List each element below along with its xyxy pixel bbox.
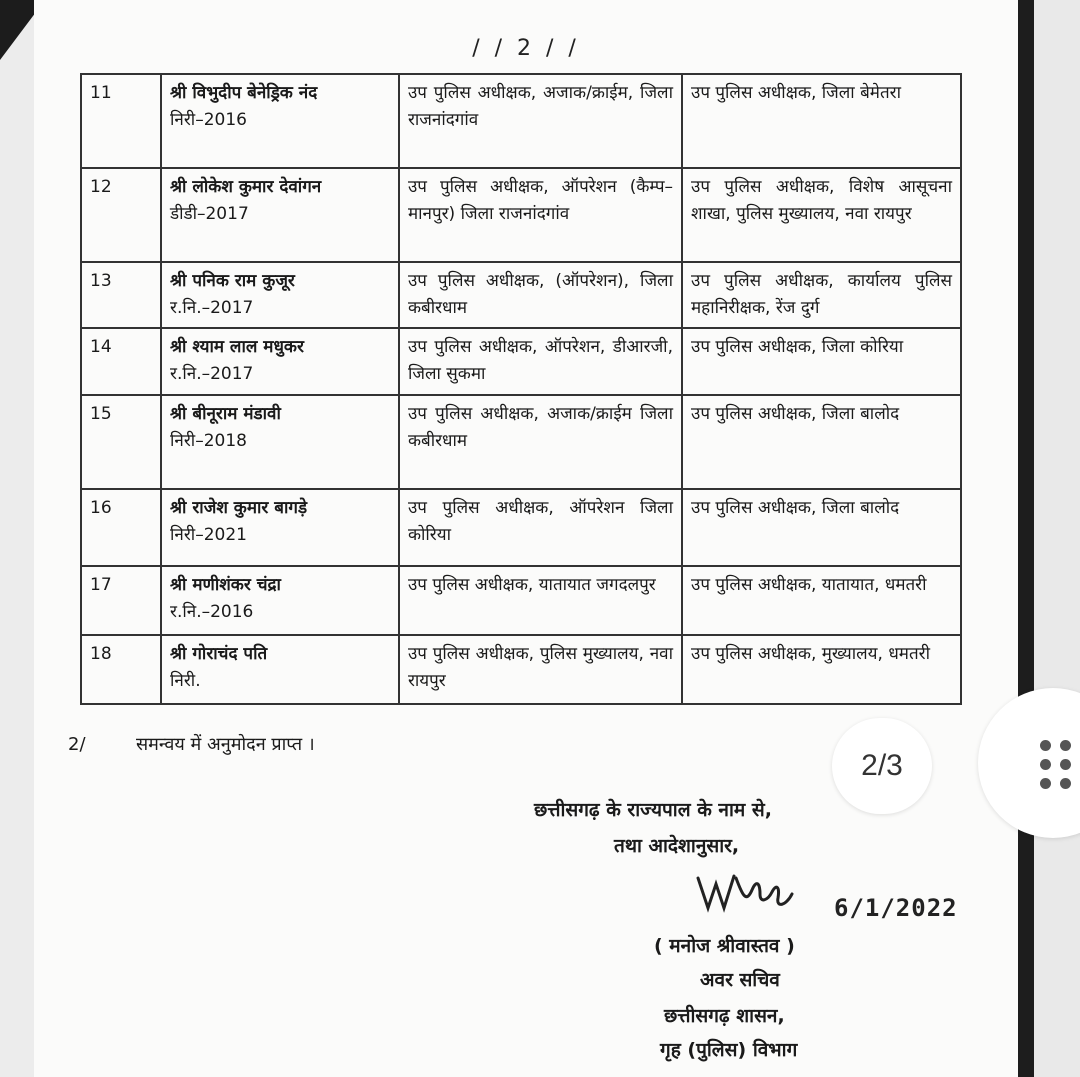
serial-number: 12: [81, 168, 161, 262]
officer-batch: र.नि.–2017: [170, 298, 254, 318]
order-line: तथा आदेशानुसार,: [614, 835, 740, 857]
officer-batch: र.नि.–2017: [170, 364, 254, 384]
officer-batch: निरी–2016: [170, 110, 247, 130]
signature-scribble: [694, 864, 804, 924]
officer-batch: डीडी–2017: [170, 204, 249, 224]
current-posting: उप पुलिस अधीक्षक, अजाक/क्राईम जिला कबीरधाम: [399, 395, 682, 489]
serial-number: 11: [81, 74, 161, 168]
paragraph-number: 2/: [68, 734, 86, 755]
photo-edge-right: [1018, 0, 1034, 1077]
dots-grid-icon: [1040, 740, 1076, 790]
serial-number: 15: [81, 395, 161, 489]
officer-cell: [161, 328, 399, 395]
officer-name: श्री मणीशंकर चंद्रा: [170, 575, 281, 595]
officer-batch: निरी–2021: [170, 525, 247, 545]
signatory-department: गृह (पुलिस) विभाग: [660, 1039, 798, 1061]
table-row: [81, 168, 961, 262]
officer-batch: र.नि.–2016: [170, 602, 254, 622]
current-posting: उप पुलिस अधीक्षक, पुलिस मुख्यालय, नवा रायपुर: [399, 635, 682, 704]
table-row: [81, 262, 961, 328]
officer-cell: [161, 168, 399, 262]
signatory-name: ( मनोज श्रीवास्तव ): [654, 935, 795, 957]
document-page: [34, 0, 1018, 1077]
signatory-designation: अवर सचिव: [700, 969, 780, 991]
table-row: [81, 489, 961, 566]
officer-cell: [161, 635, 399, 704]
table-row: [81, 328, 961, 395]
serial-number: 13: [81, 262, 161, 328]
viewer-margin: [1034, 0, 1080, 1077]
new-posting: उप पुलिस अधीक्षक, कार्यालय पुलिस महानिरीक्षक, रेंज दुर्ग: [682, 262, 961, 328]
governor-line: छत्तीसगढ़ के राज्यपाल के नाम से,: [534, 799, 772, 821]
new-posting: उप पुलिस अधीक्षक, मुख्यालय, धमतरी: [682, 635, 961, 704]
current-posting: उप पुलिस अधीक्षक, अजाक/क्राईम, जिला राजनांदगांव: [399, 74, 682, 168]
officer-batch: निरी.: [170, 671, 201, 691]
page-indicator: 2/3: [832, 718, 932, 814]
officer-cell: [161, 74, 399, 168]
table-row: [81, 566, 961, 635]
serial-number: 14: [81, 328, 161, 395]
officer-batch: निरी–2018: [170, 431, 247, 451]
current-posting: उप पुलिस अधीक्षक, ऑपरेशन, डीआरजी, जिला सुकमा: [399, 328, 682, 395]
table-row: [81, 635, 961, 704]
officer-name: श्री राजेश कुमार बागड़े: [170, 498, 308, 518]
serial-number: 16: [81, 489, 161, 566]
officer-name: श्री बीनूराम मंडावी: [170, 404, 281, 424]
new-posting: उप पुलिस अधीक्षक, यातायात, धमतरी: [682, 566, 961, 635]
page-mark: / / 2 / /: [472, 36, 580, 61]
table-row: [81, 74, 961, 168]
current-posting: उप पुलिस अधीक्षक, ऑपरेशन जिला कोरिया: [399, 489, 682, 566]
current-posting: उप पुलिस अधीक्षक, ऑपरेशन (कैम्प–मानपुर) जिला राजनांदगांव: [399, 168, 682, 262]
officer-cell: [161, 395, 399, 489]
officer-name: श्री पनिक राम कुजूर: [170, 271, 295, 291]
new-posting: उप पुलिस अधीक्षक, जिला बालोद: [682, 489, 961, 566]
officer-name: श्री विभुदीप बेनेड्रिक नंद: [170, 83, 318, 103]
new-posting: उप पुलिस अधीक्षक, विशेष आसूचना शाखा, पुलिस मुख्यालय, नवा रायपुर: [682, 168, 961, 262]
new-posting: उप पुलिस अधीक्षक, जिला बालोद: [682, 395, 961, 489]
new-posting: उप पुलिस अधीक्षक, जिला बेमेतरा: [682, 74, 961, 168]
signatory-office: छत्तीसगढ़ शासन,: [664, 1005, 785, 1027]
current-posting: उप पुलिस अधीक्षक, (ऑपरेशन), जिला कबीरधाम: [399, 262, 682, 328]
signature-date: 6/1/2022: [834, 894, 958, 922]
officer-name: श्री श्याम लाल मधुकर: [170, 337, 304, 357]
officer-cell: [161, 566, 399, 635]
transfer-table: [80, 73, 962, 705]
approval-paragraph: [68, 732, 315, 756]
officer-cell: [161, 489, 399, 566]
serial-number: 18: [81, 635, 161, 704]
table-row: [81, 395, 961, 489]
officer-name: श्री लोकेश कुमार देवांगन: [170, 177, 322, 197]
paragraph-text: समन्वय में अनुमोदन प्राप्त ।: [136, 734, 315, 755]
serial-number: 17: [81, 566, 161, 635]
officer-cell: [161, 262, 399, 328]
new-posting: उप पुलिस अधीक्षक, जिला कोरिया: [682, 328, 961, 395]
current-posting: उप पुलिस अधीक्षक, यातायात जगदलपुर: [399, 566, 682, 635]
officer-name: श्री गोराचंद पति: [170, 644, 268, 664]
